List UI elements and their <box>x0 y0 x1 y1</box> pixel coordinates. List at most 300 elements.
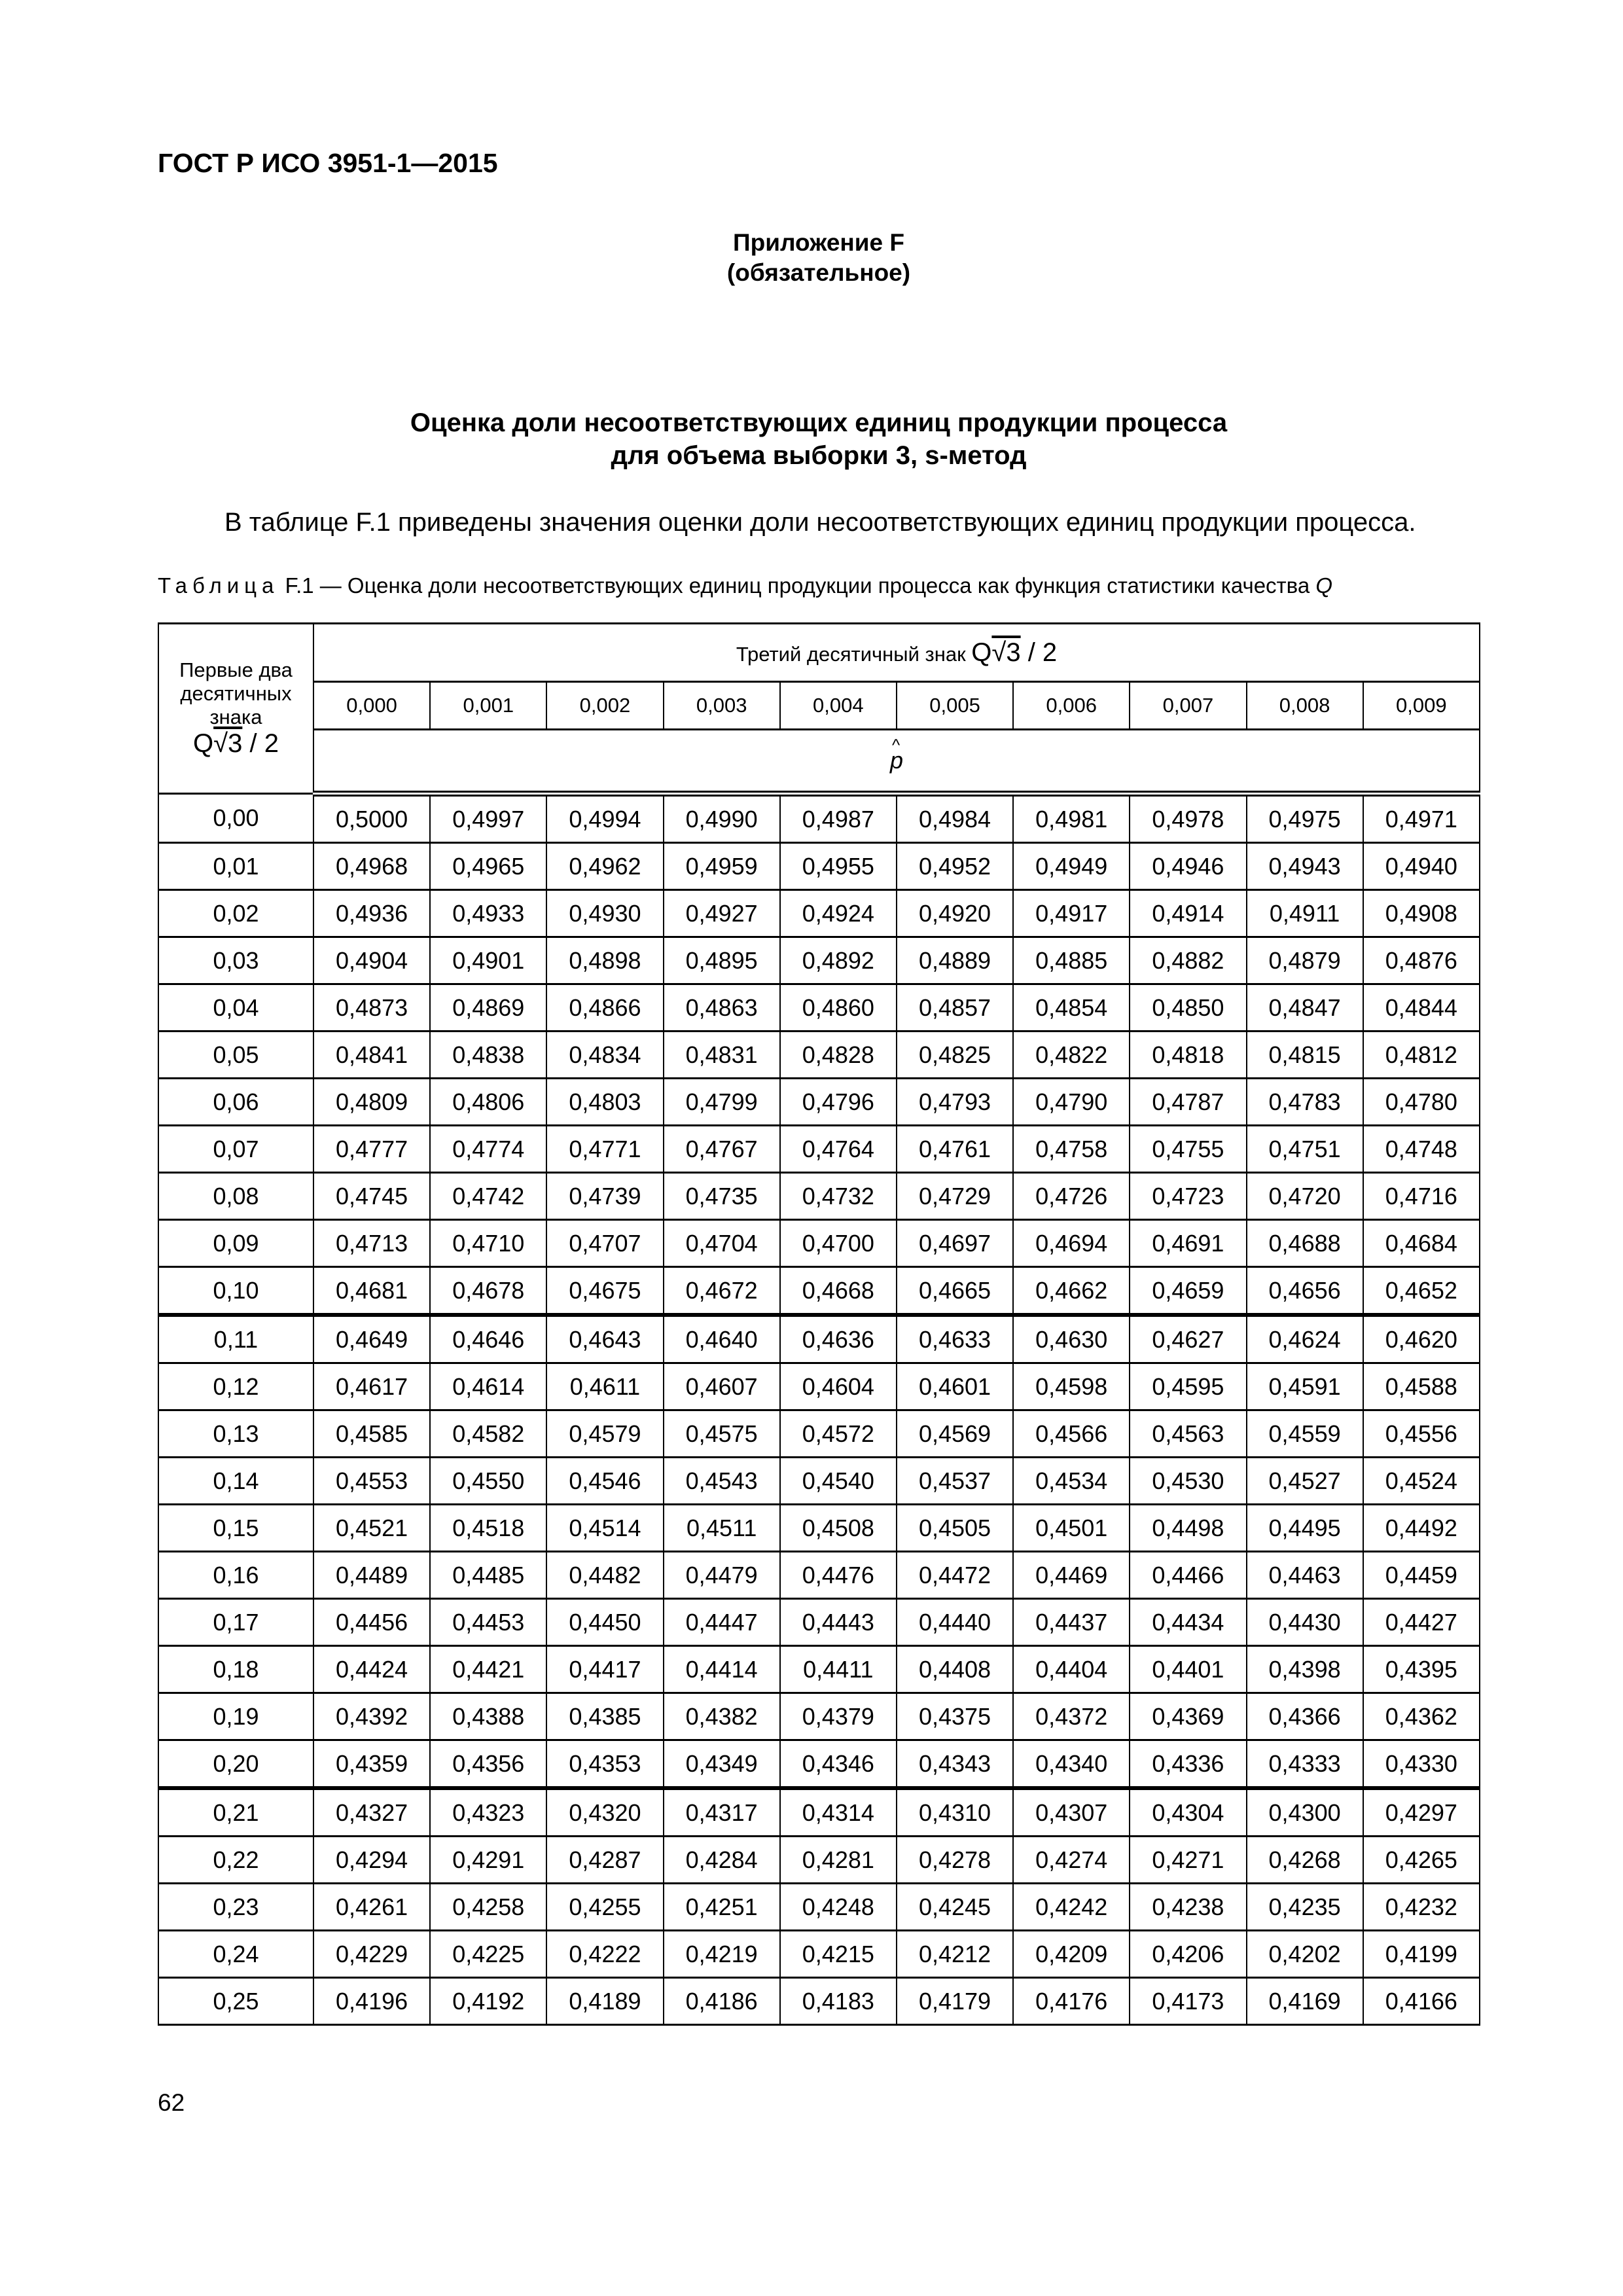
value-cell: 0,4336 <box>1130 1740 1246 1789</box>
value-cell: 0,4304 <box>1130 1788 1246 1837</box>
row-key-cell: 0,08 <box>158 1173 313 1220</box>
value-cell: 0,4803 <box>546 1079 663 1126</box>
value-cell: 0,4258 <box>430 1884 546 1931</box>
value-cell: 0,4742 <box>430 1173 546 1220</box>
value-cell: 0,4850 <box>1130 984 1246 1031</box>
table-row <box>158 1267 1480 1316</box>
value-cell: 0,4681 <box>313 1267 430 1316</box>
section-title-line2: для объема выборки 3, s-метод <box>611 441 1027 470</box>
row-key-cell: 0,23 <box>158 1884 313 1931</box>
value-cell: 0,4790 <box>1013 1079 1130 1126</box>
row-key-cell: 0,19 <box>158 1693 313 1740</box>
value-symbol-cell <box>313 730 1480 794</box>
value-cell: 0,4889 <box>897 937 1013 984</box>
value-cell: 0,4825 <box>897 1031 1013 1079</box>
value-cell: 0,4287 <box>546 1837 663 1884</box>
value-cell: 0,4366 <box>1247 1693 1363 1740</box>
row-key-cell: 0,17 <box>158 1599 313 1646</box>
formula-div: / 2 <box>242 729 279 758</box>
value-cell: 0,4411 <box>780 1646 897 1693</box>
value-cell: 0,4783 <box>1247 1079 1363 1126</box>
value-cell: 0,4723 <box>1130 1173 1246 1220</box>
value-cell: 0,4949 <box>1013 843 1130 890</box>
value-cell: 0,4959 <box>664 843 780 890</box>
table-row <box>158 843 1480 890</box>
value-cell: 0,4437 <box>1013 1599 1130 1646</box>
value-cell: 0,4232 <box>1363 1884 1480 1931</box>
row-key-cell: 0,15 <box>158 1505 313 1552</box>
value-cell: 0,4847 <box>1247 984 1363 1031</box>
column-group-header <box>313 624 1480 682</box>
value-cell: 0,4777 <box>313 1126 430 1173</box>
value-cell: 0,4844 <box>1363 984 1480 1031</box>
value-cell: 0,4566 <box>1013 1410 1130 1458</box>
value-cell: 0,4265 <box>1363 1837 1480 1884</box>
value-cell: 0,4604 <box>780 1363 897 1410</box>
value-cell: 0,4930 <box>546 890 663 937</box>
caption-symbol: Q <box>1315 573 1333 598</box>
value-cell: 0,4955 <box>780 843 897 890</box>
appendix-title: Приложение F <box>733 229 904 256</box>
column-header-row <box>158 682 1480 730</box>
table-row <box>158 1031 1480 1079</box>
value-cell: 0,4917 <box>1013 890 1130 937</box>
row-key-cell: 0,12 <box>158 1363 313 1410</box>
value-cell: 0,4271 <box>1130 1837 1246 1884</box>
row-header-line1: Первые два <box>179 658 293 681</box>
value-cell: 0,4356 <box>430 1740 546 1789</box>
value-cell: 0,4684 <box>1363 1220 1480 1267</box>
value-cell: 0,4395 <box>1363 1646 1480 1693</box>
value-cell: 0,4543 <box>664 1458 780 1505</box>
value-cell: 0,4179 <box>897 1978 1013 2025</box>
value-cell: 0,4278 <box>897 1837 1013 1884</box>
value-cell: 0,4482 <box>546 1552 663 1599</box>
value-cell: 0,4424 <box>313 1646 430 1693</box>
value-cell: 0,4346 <box>780 1740 897 1789</box>
value-cell: 0,4330 <box>1363 1740 1480 1789</box>
value-cell: 0,4828 <box>780 1031 897 1079</box>
value-cell: 0,4678 <box>430 1267 546 1316</box>
column-header: 0,001 <box>430 682 546 730</box>
value-cell: 0,4984 <box>897 794 1013 843</box>
value-cell: 0,4936 <box>313 890 430 937</box>
value-cell: 0,4229 <box>313 1931 430 1978</box>
value-cell: 0,4575 <box>664 1410 780 1458</box>
value-cell: 0,4672 <box>664 1267 780 1316</box>
value-cell: 0,4427 <box>1363 1599 1480 1646</box>
value-symbol-row <box>158 730 1480 794</box>
value-cell: 0,4697 <box>897 1220 1013 1267</box>
value-cell: 0,4359 <box>313 1740 430 1789</box>
value-cell: 0,4472 <box>897 1552 1013 1599</box>
row-header-cell <box>158 624 313 794</box>
value-cell: 0,4990 <box>664 794 780 843</box>
value-cell: 0,4294 <box>313 1837 430 1884</box>
value-cell: 0,4860 <box>780 984 897 1031</box>
value-cell: 0,4809 <box>313 1079 430 1126</box>
value-cell: 0,4307 <box>1013 1788 1130 1837</box>
value-cell: 0,4617 <box>313 1363 430 1410</box>
value-cell: 0,4624 <box>1247 1315 1363 1363</box>
value-cell: 0,4550 <box>430 1458 546 1505</box>
value-cell: 0,4869 <box>430 984 546 1031</box>
value-cell: 0,4767 <box>664 1126 780 1173</box>
row-key-cell: 0,20 <box>158 1740 313 1789</box>
table-row <box>158 1079 1480 1126</box>
value-cell: 0,4281 <box>780 1837 897 1884</box>
value-cell: 0,4284 <box>664 1837 780 1884</box>
value-cell: 0,4707 <box>546 1220 663 1267</box>
value-cell: 0,4662 <box>1013 1267 1130 1316</box>
value-cell: 0,4675 <box>546 1267 663 1316</box>
table-row <box>158 1505 1480 1552</box>
value-cell: 0,4818 <box>1130 1031 1246 1079</box>
value-cell: 0,4251 <box>664 1884 780 1931</box>
value-cell: 0,4787 <box>1130 1079 1246 1126</box>
value-cell: 0,4764 <box>780 1126 897 1173</box>
row-key-cell: 0,07 <box>158 1126 313 1173</box>
value-cell: 0,4975 <box>1247 794 1363 843</box>
row-key-cell: 0,03 <box>158 937 313 984</box>
value-cell: 0,4793 <box>897 1079 1013 1126</box>
value-cell: 0,4314 <box>780 1788 897 1837</box>
value-cell: 0,4885 <box>1013 937 1130 984</box>
formula-sqrt: √3 <box>213 729 243 758</box>
value-cell: 0,4209 <box>1013 1931 1130 1978</box>
table-row <box>158 1978 1480 2025</box>
value-cell: 0,4585 <box>313 1410 430 1458</box>
value-cell: 0,4755 <box>1130 1126 1246 1173</box>
table-row <box>158 1599 1480 1646</box>
value-cell: 0,4668 <box>780 1267 897 1316</box>
value-cell: 0,4291 <box>430 1837 546 1884</box>
value-cell: 0,4774 <box>430 1126 546 1173</box>
value-cell: 0,4943 <box>1247 843 1363 890</box>
row-key-cell: 0,04 <box>158 984 313 1031</box>
value-cell: 0,4430 <box>1247 1599 1363 1646</box>
formula-div: / 2 <box>1020 637 1058 667</box>
value-cell: 0,4614 <box>430 1363 546 1410</box>
value-cell: 0,4841 <box>313 1031 430 1079</box>
table-row <box>158 1458 1480 1505</box>
value-cell: 0,4646 <box>430 1315 546 1363</box>
value-cell: 0,4369 <box>1130 1693 1246 1740</box>
value-cell: 0,4417 <box>546 1646 663 1693</box>
value-cell: 0,4192 <box>430 1978 546 2025</box>
value-cell: 0,4443 <box>780 1599 897 1646</box>
value-cell: 0,4643 <box>546 1315 663 1363</box>
value-cell: 0,4268 <box>1247 1837 1363 1884</box>
value-cell: 0,4447 <box>664 1599 780 1646</box>
row-header-line3: знака <box>209 706 262 728</box>
value-cell: 0,4469 <box>1013 1552 1130 1599</box>
value-cell: 0,4633 <box>897 1315 1013 1363</box>
value-cell: 0,4962 <box>546 843 663 890</box>
value-cell: 0,4971 <box>1363 794 1480 843</box>
row-key-cell: 0,10 <box>158 1267 313 1316</box>
value-cell: 0,4748 <box>1363 1126 1480 1173</box>
value-cell: 0,4320 <box>546 1788 663 1837</box>
table-row <box>158 1410 1480 1458</box>
value-cell: 0,4620 <box>1363 1315 1480 1363</box>
value-cell: 0,4911 <box>1247 890 1363 937</box>
value-cell: 0,4297 <box>1363 1788 1480 1837</box>
value-cell: 0,4485 <box>430 1552 546 1599</box>
value-cell: 0,4527 <box>1247 1458 1363 1505</box>
value-cell: 0,4333 <box>1247 1740 1363 1789</box>
value-cell: 0,4978 <box>1130 794 1246 843</box>
header-row-group <box>158 624 1480 682</box>
column-header: 0,005 <box>897 682 1013 730</box>
value-cell: 0,4206 <box>1130 1931 1246 1978</box>
value-cell: 0,4518 <box>430 1505 546 1552</box>
table-row <box>158 1884 1480 1931</box>
formula-q: Q <box>971 637 992 667</box>
value-cell: 0,4219 <box>664 1931 780 1978</box>
value-cell: 0,4627 <box>1130 1315 1246 1363</box>
value-cell: 0,4489 <box>313 1552 430 1599</box>
value-cell: 0,4994 <box>546 794 663 843</box>
value-cell: 0,4530 <box>1130 1458 1246 1505</box>
value-cell: 0,4248 <box>780 1884 897 1931</box>
value-cell: 0,4914 <box>1130 890 1246 937</box>
value-cell: 0,4501 <box>1013 1505 1130 1552</box>
value-cell: 0,4745 <box>313 1173 430 1220</box>
value-cell: 0,4505 <box>897 1505 1013 1552</box>
value-cell: 0,4349 <box>664 1740 780 1789</box>
table-row <box>158 1788 1480 1837</box>
value-cell: 0,4408 <box>897 1646 1013 1693</box>
value-cell: 0,4876 <box>1363 937 1480 984</box>
value-cell: 0,4838 <box>430 1031 546 1079</box>
value-cell: 0,4553 <box>313 1458 430 1505</box>
value-cell: 0,4822 <box>1013 1031 1130 1079</box>
document-id: ГОСТ Р ИСО 3951-1—2015 <box>158 148 498 178</box>
value-cell: 0,4640 <box>664 1315 780 1363</box>
value-cell: 0,4940 <box>1363 843 1480 890</box>
formula-q: Q <box>193 729 214 758</box>
value-cell: 0,4537 <box>897 1458 1013 1505</box>
value-cell: 0,4300 <box>1247 1788 1363 1837</box>
value-cell: 0,4492 <box>1363 1505 1480 1552</box>
value-cell: 0,4879 <box>1247 937 1363 984</box>
value-cell: 0,4392 <box>313 1693 430 1740</box>
value-cell: 0,4968 <box>313 843 430 890</box>
column-header: 0,007 <box>1130 682 1246 730</box>
value-cell: 0,4579 <box>546 1410 663 1458</box>
caption-number: F.1 <box>285 573 314 598</box>
value-cell: 0,4866 <box>546 984 663 1031</box>
table-row <box>158 794 1480 843</box>
value-cell: 0,4479 <box>664 1552 780 1599</box>
value-cell: 0,4812 <box>1363 1031 1480 1079</box>
value-cell: 0,4751 <box>1247 1126 1363 1173</box>
value-cell: 0,4591 <box>1247 1363 1363 1410</box>
value-cell: 0,4242 <box>1013 1884 1130 1931</box>
value-cell: 0,4834 <box>546 1031 663 1079</box>
value-cell: 0,4882 <box>1130 937 1246 984</box>
value-cell: 0,4688 <box>1247 1220 1363 1267</box>
value-cell: 0,4716 <box>1363 1173 1480 1220</box>
value-cell: 0,4611 <box>546 1363 663 1410</box>
row-key-cell: 0,09 <box>158 1220 313 1267</box>
value-cell: 0,4196 <box>313 1978 430 2025</box>
value-cell: 0,4495 <box>1247 1505 1363 1552</box>
value-cell: 0,4704 <box>664 1220 780 1267</box>
value-cell: 0,4212 <box>897 1931 1013 1978</box>
value-cell: 0,4796 <box>780 1079 897 1126</box>
row-header-line2: десятичных <box>180 682 292 705</box>
value-cell: 0,4854 <box>1013 984 1130 1031</box>
value-cell: 0,4534 <box>1013 1458 1130 1505</box>
value-cell: 0,4456 <box>313 1599 430 1646</box>
value-cell: 0,4924 <box>780 890 897 937</box>
value-cell: 0,4815 <box>1247 1031 1363 1079</box>
value-cell: 0,4514 <box>546 1505 663 1552</box>
value-cell: 0,4379 <box>780 1693 897 1740</box>
value-cell: 0,4508 <box>780 1505 897 1552</box>
table-row <box>158 890 1480 937</box>
value-cell: 0,4388 <box>430 1693 546 1740</box>
value-cell: 0,4636 <box>780 1315 897 1363</box>
table-row <box>158 1837 1480 1884</box>
section-title-line1: Оценка доли несоответствующих единиц продукции процесса <box>410 408 1228 437</box>
value-cell: 0,4588 <box>1363 1363 1480 1410</box>
value-cell: 0,4895 <box>664 937 780 984</box>
value-cell: 0,4652 <box>1363 1267 1480 1316</box>
value-cell: 0,5000 <box>313 794 430 843</box>
value-cell: 0,4498 <box>1130 1505 1246 1552</box>
value-cell: 0,4656 <box>1247 1267 1363 1316</box>
column-header: 0,006 <box>1013 682 1130 730</box>
value-cell: 0,4659 <box>1130 1267 1246 1316</box>
value-cell: 0,4176 <box>1013 1978 1130 2025</box>
value-cell: 0,4323 <box>430 1788 546 1837</box>
value-cell: 0,4453 <box>430 1599 546 1646</box>
value-cell: 0,4700 <box>780 1220 897 1267</box>
value-cell: 0,4901 <box>430 937 546 984</box>
value-cell: 0,4343 <box>897 1740 1013 1789</box>
estimate-table <box>158 622 1480 2026</box>
value-cell: 0,4274 <box>1013 1837 1130 1884</box>
value-cell: 0,4215 <box>780 1931 897 1978</box>
value-cell: 0,4317 <box>664 1788 780 1837</box>
value-cell: 0,4540 <box>780 1458 897 1505</box>
value-cell: 0,4362 <box>1363 1693 1480 1740</box>
value-cell: 0,4385 <box>546 1693 663 1740</box>
value-cell: 0,4649 <box>313 1315 430 1363</box>
value-cell: 0,4261 <box>313 1884 430 1931</box>
table-row <box>158 1173 1480 1220</box>
table-row <box>158 1693 1480 1740</box>
value-cell: 0,4771 <box>546 1126 663 1173</box>
value-cell: 0,4511 <box>664 1505 780 1552</box>
value-cell: 0,4559 <box>1247 1410 1363 1458</box>
row-key-cell: 0,06 <box>158 1079 313 1126</box>
row-key-cell: 0,22 <box>158 1837 313 1884</box>
value-cell: 0,4556 <box>1363 1410 1480 1458</box>
table-row <box>158 984 1480 1031</box>
value-cell: 0,4434 <box>1130 1599 1246 1646</box>
value-cell: 0,4739 <box>546 1173 663 1220</box>
value-cell: 0,4601 <box>897 1363 1013 1410</box>
row-key-cell: 0,05 <box>158 1031 313 1079</box>
value-cell: 0,4169 <box>1247 1978 1363 2025</box>
value-cell: 0,4720 <box>1247 1173 1363 1220</box>
row-key-cell: 0,24 <box>158 1931 313 1978</box>
row-key-cell: 0,01 <box>158 843 313 890</box>
value-cell: 0,4186 <box>664 1978 780 2025</box>
appendix-type: (обязательное) <box>726 259 911 286</box>
row-key-cell: 0,18 <box>158 1646 313 1693</box>
value-cell: 0,4450 <box>546 1599 663 1646</box>
value-cell: 0,4927 <box>664 890 780 937</box>
value-cell: 0,4908 <box>1363 890 1480 937</box>
row-header-formula <box>159 729 313 759</box>
value-cell: 0,4398 <box>1247 1646 1363 1693</box>
row-key-cell: 0,21 <box>158 1788 313 1837</box>
value-cell: 0,4831 <box>664 1031 780 1079</box>
value-cell: 0,4946 <box>1130 843 1246 890</box>
column-header: 0,000 <box>313 682 430 730</box>
value-cell: 0,4459 <box>1363 1552 1480 1599</box>
table-row <box>158 1220 1480 1267</box>
value-cell: 0,4873 <box>313 984 430 1031</box>
value-cell: 0,4713 <box>313 1220 430 1267</box>
column-header: 0,009 <box>1363 682 1480 730</box>
value-cell: 0,4981 <box>1013 794 1130 843</box>
table-row <box>158 1740 1480 1789</box>
value-cell: 0,4997 <box>430 794 546 843</box>
value-cell: 0,4607 <box>664 1363 780 1410</box>
caption-text: — Оценка доли несоответствующих единиц продукции процесса как функция статистики качества <box>313 573 1316 598</box>
column-header: 0,008 <box>1247 682 1363 730</box>
value-cell: 0,4404 <box>1013 1646 1130 1693</box>
value-cell: 0,4965 <box>430 843 546 890</box>
value-cell: 0,4546 <box>546 1458 663 1505</box>
value-cell: 0,4440 <box>897 1599 1013 1646</box>
value-cell: 0,4189 <box>546 1978 663 2025</box>
row-key-cell: 0,25 <box>158 1978 313 2025</box>
row-key-cell: 0,16 <box>158 1552 313 1599</box>
table-row <box>158 1363 1480 1410</box>
table-row <box>158 1315 1480 1363</box>
value-cell: 0,4780 <box>1363 1079 1480 1126</box>
value-cell: 0,4173 <box>1130 1978 1246 2025</box>
value-cell: 0,4761 <box>897 1126 1013 1173</box>
value-cell: 0,4238 <box>1130 1884 1246 1931</box>
value-cell: 0,4353 <box>546 1740 663 1789</box>
formula-sqrt: √3 <box>991 637 1021 667</box>
value-cell: 0,4310 <box>897 1788 1013 1837</box>
table-row <box>158 937 1480 984</box>
value-cell: 0,4225 <box>430 1931 546 1978</box>
caption-prefix: Таблица <box>158 573 279 598</box>
value-cell: 0,4806 <box>430 1079 546 1126</box>
value-cell: 0,4630 <box>1013 1315 1130 1363</box>
value-cell: 0,4222 <box>546 1931 663 1978</box>
table-row <box>158 1552 1480 1599</box>
value-cell: 0,4421 <box>430 1646 546 1693</box>
value-cell: 0,4524 <box>1363 1458 1480 1505</box>
value-cell: 0,4598 <box>1013 1363 1130 1410</box>
value-cell: 0,4340 <box>1013 1740 1130 1789</box>
value-cell: 0,4920 <box>897 890 1013 937</box>
page-number: 62 <box>158 2089 185 2116</box>
value-cell: 0,4382 <box>664 1693 780 1740</box>
p-hat-symbol: ^ p <box>890 747 903 774</box>
